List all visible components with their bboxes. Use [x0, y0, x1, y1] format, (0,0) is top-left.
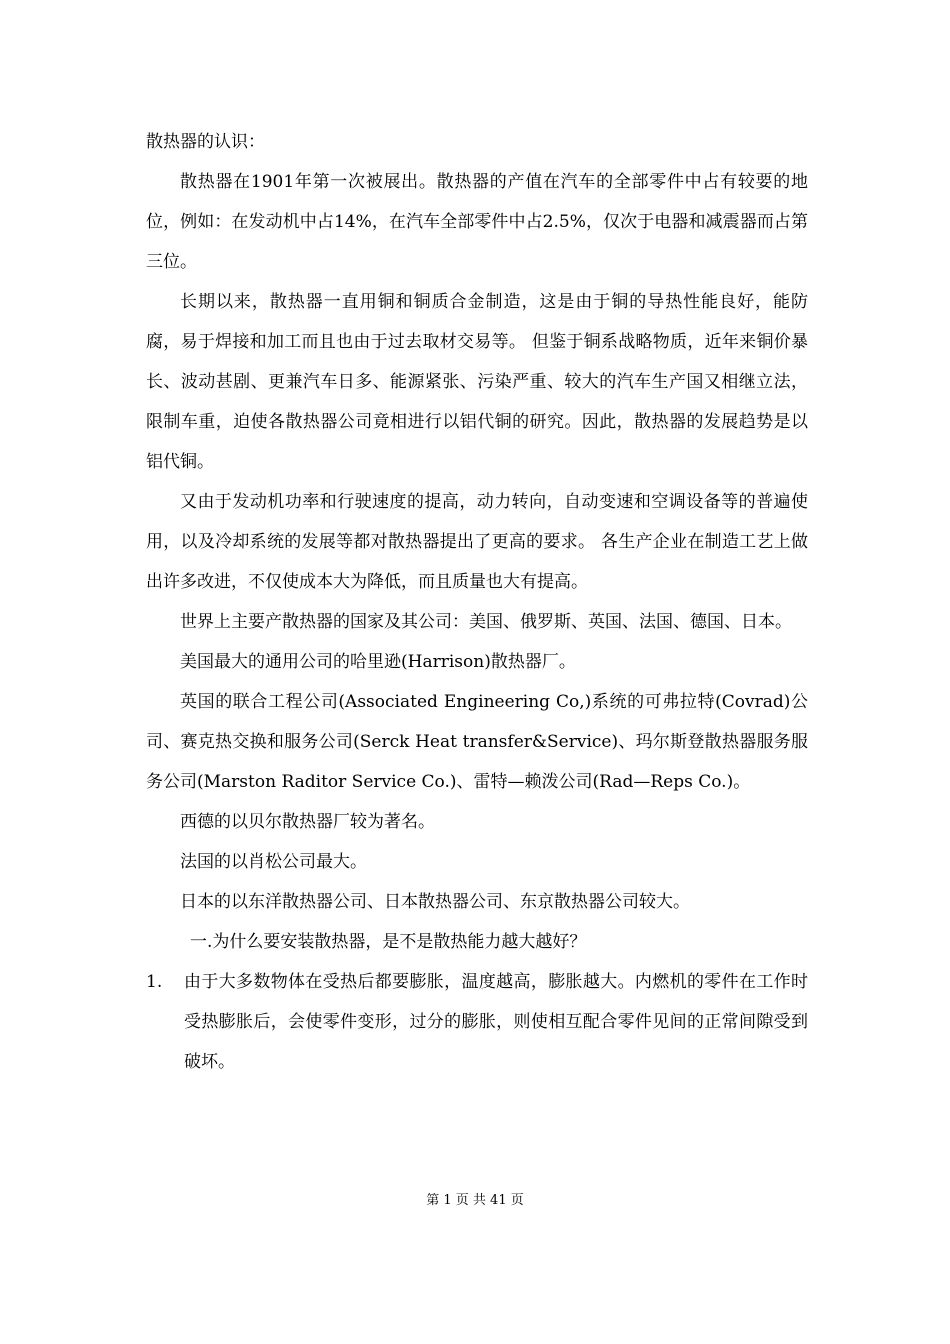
paragraph: 日本的以东洋散热器公司、日本散热器公司、东京散热器公司较大。: [180, 892, 690, 912]
section-heading: 一.为什么要安装散热器，是不是散热能力越大越好？: [190, 932, 587, 952]
document-body: [146, 122, 808, 1082]
list-item-number: 1.: [146, 972, 163, 992]
paragraph: 长期以来，散热器一直用铜和铜质合金制造，这是由于铜的导热性能良好，能防腐，易于焊接和加工而且也由于过去取材交易等。 但鉴于铜系战略物质，近年来铜价暴长、波动甚剧、更兼汽车日多、能源紧张、污染严重、较大的汽车生产国又相继立法，限制车重，迫使各散热器公司竟相进行以铝代铜的研究。因此，散热器的发展趋势是以铝代铜。: [146, 292, 808, 472]
document-title: 散热器的认识：: [146, 132, 265, 152]
numbered-list-item: [146, 962, 808, 1082]
paragraph: 又由于发动机功率和行驶速度的提高，动力转向，自动变速和空调设备等的普遍使用，以及冷却系统的发展等都对散热器提出了更高的要求。 各生产企业在制造工艺上做出许多改进，不仅使成本大为降低，而且质量也大有提高。: [146, 492, 808, 592]
paragraph: 西德的以贝尔散热器厂较为著名。: [180, 812, 435, 832]
paragraph: 英国的联合工程公司(Associated Engineering Co,)系统的可弗拉特(Covrad)公司、赛克热交换和服务公司(Serck Heat transfer&Service)、玛尔斯登散热器服务服务公司(Marston Raditor Service Co.)、雷特—赖泼公司(Rad—Reps Co.)。: [146, 692, 808, 792]
list-item-text: 由于大多数物体在受热后都要膨胀，温度越高，膨胀越大。内燃机的零件在工作时受热膨胀后，会使零件变形，过分的膨胀，则使相互配合零件见间的正常间隙受到破坏。: [184, 972, 808, 1072]
paragraph: 世界上主要产散热器的国家及其公司：美国、俄罗斯、英国、法国、德国、日本。: [180, 612, 792, 632]
paragraph: 美国最大的通用公司的哈里逊(Harrison)散热器厂。: [180, 652, 576, 672]
page-footer: 第 1 页 共 41 页: [426, 1193, 524, 1208]
paragraph: 法国的以肖松公司最大。: [180, 852, 367, 872]
paragraph: 散热器在1901年第一次被展出。散热器的产值在汽车的全部零件中占有较要的地位，例如：在发动机中占14%，在汽车全部零件中占2.5%，仅次于电器和减震器而占第三位。: [146, 172, 808, 272]
